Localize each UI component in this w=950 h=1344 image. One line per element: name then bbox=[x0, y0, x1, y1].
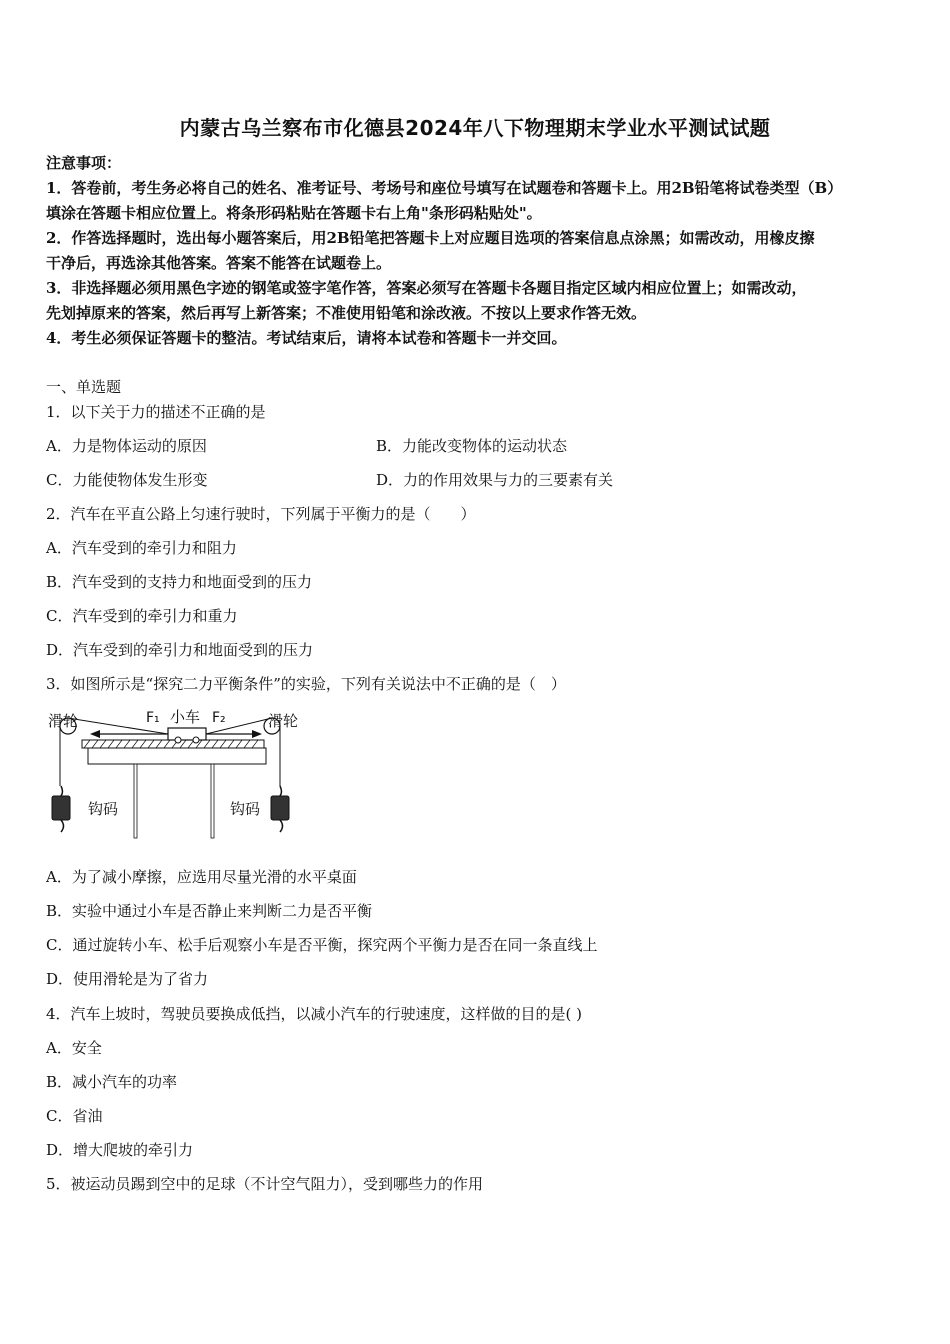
question-3-stem: 3．如图所示是“探究二力平衡条件”的实验，下列有关说法中不正确的是（ ） bbox=[46, 675, 566, 693]
f2-arrowhead bbox=[252, 730, 262, 738]
weight-right bbox=[271, 796, 289, 820]
q3-option-b: B．实验中通过小车是否静止来判断二力是否平衡 bbox=[46, 902, 373, 920]
q2-option-b: B．汽车受到的支持力和地面受到的压力 bbox=[46, 573, 313, 591]
notice-line: 2．作答选择题时，选出每小题答案后，用2B铅笔把答题卡上对应题目选项的答案信息点涂黑；如需改动，用橡皮擦 bbox=[46, 229, 815, 247]
q4-option-a: A．安全 bbox=[46, 1039, 102, 1057]
q1-option-a: A．力是物体运动的原因 bbox=[46, 437, 207, 455]
cart-wheel bbox=[193, 737, 199, 743]
question-5-stem: 5．被运动员踢到空中的足球（不计空气阻力），受到哪些力的作用 bbox=[46, 1175, 484, 1193]
notice-line: 4．考生必须保证答题卡的整洁。考试结束后，请将本试卷和答题卡一并交回。 bbox=[46, 329, 567, 347]
cart-label: 小车 bbox=[170, 708, 201, 726]
pulley-left-label: 滑轮 bbox=[48, 712, 79, 730]
weight-right-label: 钩码 bbox=[230, 800, 261, 818]
pulley-right-label: 滑轮 bbox=[268, 712, 299, 730]
q3-option-c: C．通过旋转小车、松手后观察小车是否平衡，探究两个平衡力是否在同一条直线上 bbox=[46, 936, 598, 954]
question-2-stem: 2．汽车在平直公路上匀速行驶时，下列属于平衡力的是（ ） bbox=[46, 505, 476, 523]
q1-option-b: B．力能改变物体的运动状态 bbox=[376, 437, 568, 455]
q2-option-c: C．汽车受到的牵引力和重力 bbox=[46, 607, 238, 625]
notice-line: 先划掉原来的答案，然后再写上新答案；不准使用铅笔和涂改液。不按以上要求作答无效。 bbox=[46, 304, 647, 322]
cart-body bbox=[168, 728, 206, 740]
f1-arrowhead bbox=[90, 730, 100, 738]
weight-left bbox=[52, 796, 70, 820]
question-4-stem: 4．汽车上坡时，驾驶员要换成低挡，以减小汽车的行驶速度，这样做的目的是( ) bbox=[46, 1005, 583, 1023]
weight-left-label: 钩码 bbox=[88, 800, 119, 818]
q3-option-a: A．为了减小摩擦，应选用尽量光滑的水平桌面 bbox=[46, 868, 357, 886]
notice-line: 干净后，再选涂其他答案。答案不能答在试题卷上。 bbox=[46, 254, 392, 272]
notice-line: 3．非选择题必须用黑色字迹的钢笔或签字笔作答，答案必须写在答题卡各题目指定区域内相应位置上；如需改动， bbox=[46, 279, 807, 297]
q4-option-d: D．增大爬坡的牵引力 bbox=[46, 1141, 194, 1159]
q2-option-a: A．汽车受到的牵引力和阻力 bbox=[46, 539, 237, 557]
notice-heading: 注意事项： bbox=[46, 154, 122, 172]
table-edge bbox=[88, 748, 266, 764]
q4-option-b: B．减小汽车的功率 bbox=[46, 1073, 178, 1091]
q4-option-c: C．省油 bbox=[46, 1107, 103, 1125]
notice-line: 填涂在答题卡相应位置上。将条形码粘贴在答题卡右上角"条形码粘贴处"。 bbox=[46, 204, 542, 222]
table-leg-left bbox=[134, 764, 137, 838]
page-title: 内蒙古乌兰察布市化德县2024年八下物理期末学业水平测试试题 bbox=[179, 116, 771, 140]
table-leg-right bbox=[211, 764, 214, 838]
two-force-balance-figure bbox=[40, 700, 320, 845]
q2-option-d: D．汽车受到的牵引力和地面受到的压力 bbox=[46, 641, 314, 659]
q1-option-c: C．力能使物体发生形变 bbox=[46, 471, 208, 489]
question-1-stem: 1．以下关于力的描述不正确的是 bbox=[46, 403, 266, 421]
q3-option-d: D．使用滑轮是为了省力 bbox=[46, 970, 209, 988]
cart-wheel bbox=[175, 737, 181, 743]
f1-label: F₁ bbox=[146, 710, 160, 726]
notice-line: 1．答卷前，考生务必将自己的姓名、准考证号、考场号和座位号填写在试题卷和答题卡上。用2B铅笔将试卷类型（B） bbox=[46, 179, 843, 197]
f2-label: F₂ bbox=[212, 710, 226, 726]
section-heading: 一、单选题 bbox=[46, 378, 122, 396]
q1-option-d: D．力的作用效果与力的三要素有关 bbox=[376, 471, 614, 489]
